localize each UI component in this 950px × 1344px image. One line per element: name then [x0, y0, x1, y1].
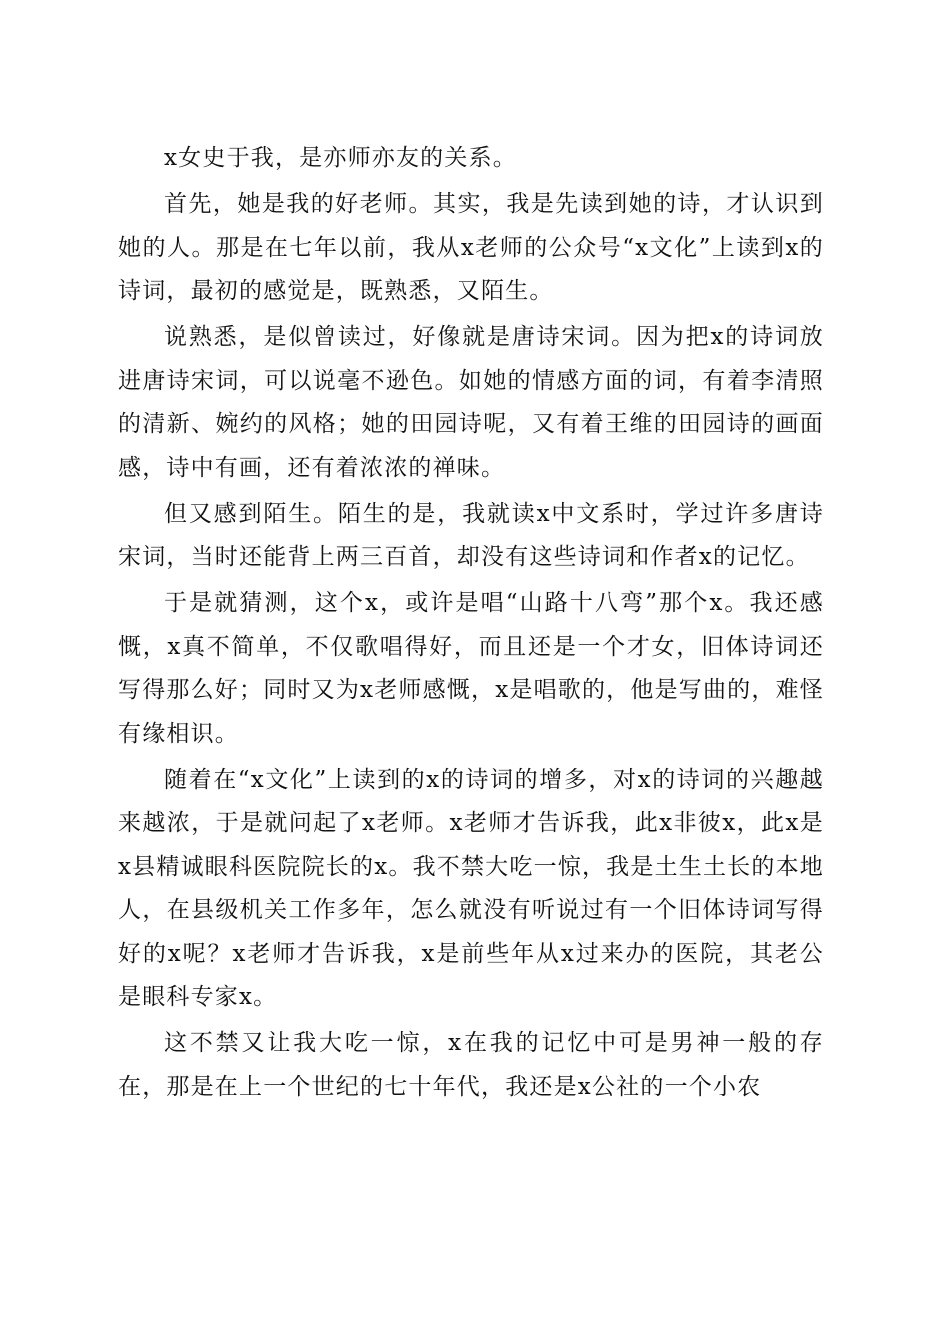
paragraph-7: 这不禁又让我大吃一惊，x在我的记忆中可是男神一般的存在，那是在上一个世纪的七十年代，我还是x公社的一个小农: [118, 1030, 824, 1100]
paragraph-2: 首先，她是我的好老师。其实，我是先读到她的诗，才认识到她的人。那是在七年以前，我从x老师的公众号“x文化”上读到x的诗词，最初的感觉是，既熟悉，又陌生。: [118, 191, 824, 304]
paragraph-5: 于是就猜测，这个x，或许是唱“山路十八弯”那个x。我还感慨，x真不简单，不仅歌唱得好，而且还是一个才女，旧体诗词还写得那么好；同时又为x老师感慨，x是唱歌的，他是写曲的，难怪有缘相识。: [118, 590, 824, 747]
document-body: [118, 137, 824, 1112]
paragraph-4: 但又感到陌生。陌生的是，我就读x中文系时，学过许多唐诗宋词，当时还能背上两三百首，却没有这些诗词和作者x的记忆。: [118, 500, 824, 570]
paragraph-1: x女史于我，是亦师亦友的关系。: [164, 145, 517, 171]
paragraph-6: 随着在“x文化”上读到的x的诗词的增多，对x的诗词的兴趣越来越浓，于是就问起了x老师。x老师才告诉我，此x非彼x，此x是x县精诚眼科医院院长的x。我不禁大吃一惊，我是土生土长的本地人，在县级机关工作多年，怎么就没有听说过有一个旧体诗词写得好的x呢？x老师才告诉我，x是前些年从x过来办的医院，其老公是眼科专家x。: [118, 766, 824, 1010]
paragraph-3: 说熟悉，是似曾读过，好像就是唐诗宋词。因为把x的诗词放进唐诗宋词，可以说毫不逊色。如她的情感方面的词，有着李清照的清新、婉约的风格；她的田园诗呢，又有着王维的田园诗的画面感，诗中有画，还有着浓浓的禅味。: [118, 324, 824, 481]
